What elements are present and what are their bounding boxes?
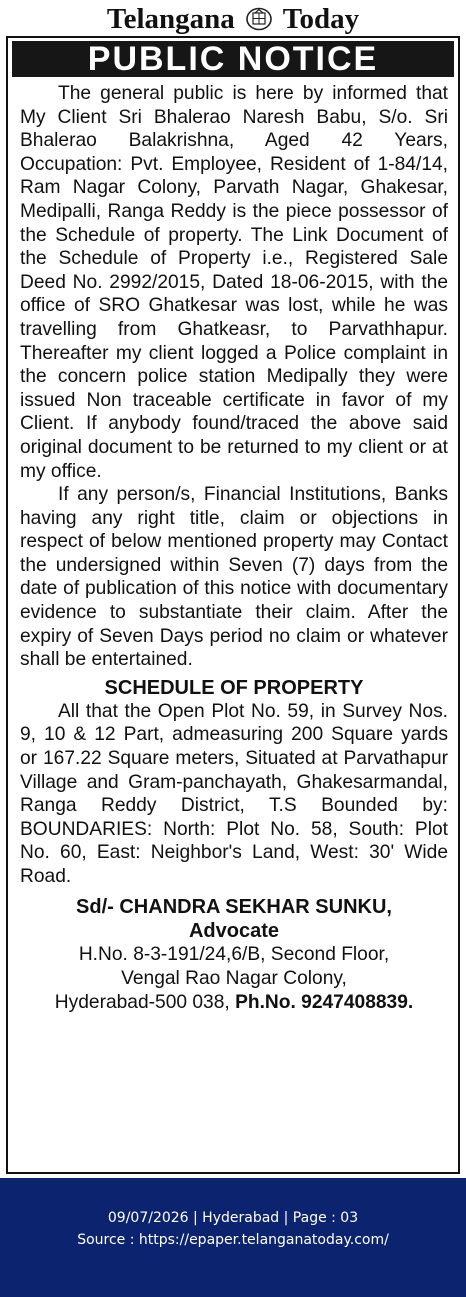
footer-meta: 09/07/2026 | Hyderabad | Page : 03	[107, 1210, 359, 1226]
public-notice-box	[6, 36, 460, 1174]
notice-paragraph-1: The general public is here by informed that My Client Sri Bhalerao Naresh Babu, S/o. Sri Bhalerao Balakrishna, Aged 42 Years, Occupation: Pvt. Employee, Resident of 1-84/14, Ram Nagar Colony, Parvath Nagar, Ghakesar, Medipalli, Ranga Reddy is the piece possessor of the Schedule of property. The Link Document of the Schedule of Property i.e., Registered Sale Deed No. 2992/2015, Dated 18-06-2015, with the office of SRO Ghatkesar was lost, while he was travelling from Ghatkeasr, to Parvathhapur. Thereafter my client logged a Police complaint in the concern police station Medipally they were issued Non traceable certificate in favor of my Client. If anybody found/traced the above said original document to be returned to my client or at my office.	[20, 83, 448, 482]
schedule-description: All that the Open Plot No. 59, in Survey Nos. 9, 10 & 12 Part, admeasuring 200 Square yards or 167.22 Square meters, Situated at Parvathapur Village and Gram-panchayath, Ghakesarmandal, Ranga Reddy District, T.S Bounded by: BOUNDARIES: North: Plot No. 58, South: Plot No. 60, East: Neighbor's Land, West: 30' Wide Road.	[20, 700, 448, 887]
address-line-3	[20, 991, 448, 1015]
signature-title: Advocate	[188, 919, 280, 942]
schedule-heading: SCHEDULE OF PROPERTY	[104, 676, 364, 699]
state-emblem-icon	[245, 7, 273, 31]
signature-name: Sd/- CHANDRA SEKHAR SUNKU,	[76, 895, 392, 918]
address-city: Hyderabad-500 038,	[54, 991, 230, 1013]
address-line-1: H.No. 8-3-191/24,6/B, Second Floor,	[78, 943, 390, 965]
address-line-2: Vengal Rao Nagar Colony,	[121, 967, 347, 989]
masthead-name-right: Today	[282, 3, 360, 35]
masthead-name-left: Telangana	[106, 3, 235, 35]
notice-title: PUBLIC NOTICE	[12, 41, 454, 77]
address-phone: Ph.No. 9247408839.	[235, 991, 414, 1013]
footer-source: Source : https://epaper.telanganatoday.com/	[77, 1232, 389, 1248]
notice-body	[20, 82, 448, 1015]
notice-paragraph-2: If any person/s, Financial Institutions, Banks having any right title, claim or objections in respect of below mentioned property may Contact the undersigned within Seven (7) days from the date of publication of this notice with documentary evidence to substantiate their claim. After the expiry of Seven Days period no claim or whatever shall be entertained.	[20, 484, 448, 671]
newspaper-masthead	[0, 4, 466, 34]
source-footer	[0, 1178, 466, 1297]
